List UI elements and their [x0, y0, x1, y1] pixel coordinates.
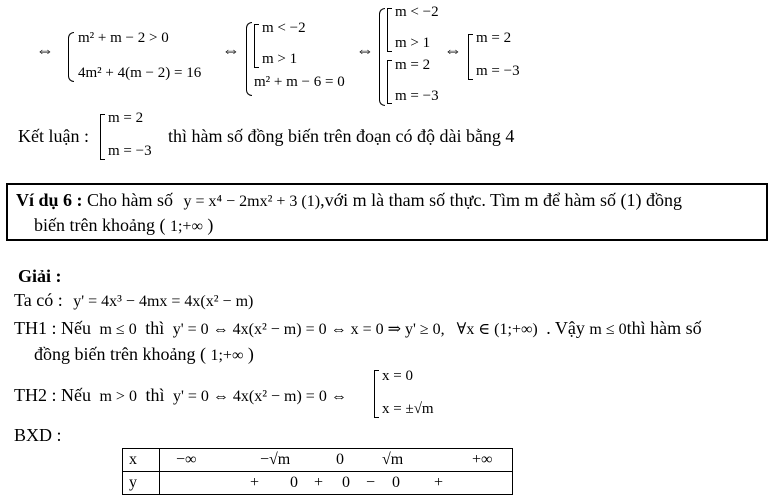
sign-table-y-row [123, 472, 513, 495]
system-c2-case-2: m = −3 [395, 88, 439, 104]
iff-symbol-1: ⇔ [36, 40, 54, 60]
example-line-2b: ) [207, 215, 214, 235]
system-b-bracket [262, 20, 306, 68]
iff-symbol-3: ⇔ [356, 40, 374, 60]
th1-tail-2: thì hàm số [626, 318, 702, 338]
taco-line [14, 290, 253, 311]
x-value: +∞ [472, 451, 493, 468]
th2-formula: y' = 0 ⇔ 4x(x² − m) = 0 ⇔ [172, 388, 347, 405]
y-sign: 0 [290, 474, 298, 491]
conclusion-bracket [100, 114, 105, 160]
th1-condition: m ≤ 0 [99, 321, 137, 338]
system-a [78, 30, 201, 82]
iff-symbol-2: ⇔ [222, 40, 240, 60]
sign-table-y-values [160, 472, 513, 495]
th2-thi: thì [145, 385, 165, 405]
y-sign: 0 [342, 474, 350, 491]
system-c1-case-2: m > 1 [395, 35, 431, 51]
system-d-case-1: m = 2 [476, 30, 512, 46]
sign-table-x-row [123, 449, 513, 472]
system-bracket-b [254, 24, 259, 68]
system-bracket-d [468, 34, 473, 80]
example-text-2: ,với m là tham số thực. Tìm m để hàm số (1) đồng [320, 190, 682, 210]
system-a-line-1: m² + m − 2 > 0 [78, 30, 169, 46]
th2-bracket [374, 370, 379, 418]
system-d-case-2: m = −3 [476, 63, 520, 79]
conclusion-case-1: m = 2 [108, 110, 144, 126]
system-b-case-2: m > 1 [262, 51, 298, 67]
system-a-line-2: 4m² + 4(m − 2) = 16 [78, 65, 202, 81]
th2-case-2: x = ±√m [382, 401, 434, 417]
example-line-2a: biến trên khoảng ( [34, 215, 166, 235]
system-brace-a [68, 32, 74, 82]
y-sign: − [366, 474, 376, 491]
conclusion-label: Kết luận : [18, 126, 89, 146]
th1-tail: . Vậy [546, 318, 585, 338]
system-c1-case-1: m < −2 [395, 4, 439, 20]
th1-line-2 [34, 344, 254, 365]
system-brace-c [379, 8, 385, 106]
th2-cases [382, 368, 434, 418]
y-sign: + [314, 474, 324, 491]
th1-label: TH1 : Nếu [14, 318, 91, 338]
x-value: 0 [336, 451, 344, 468]
system-d [476, 30, 520, 80]
taco-label: Ta có : [14, 290, 63, 310]
th1-condition-2: m ≤ 0 [589, 321, 627, 338]
conclusion-case-2: m = −3 [108, 143, 152, 159]
example-formula: y = x⁴ − 2mx² + 3 (1) [183, 193, 321, 210]
taco-formula: y' = 4x³ − 4mx = 4x(x² − m) [73, 293, 254, 310]
y-sign: + [434, 474, 444, 491]
iff-symbol-4: ⇔ [444, 40, 462, 60]
example-interval: 1;+∞ [169, 218, 203, 235]
x-value: −√m [260, 451, 291, 468]
sign-table-x-label: x [123, 449, 160, 472]
conclusion-text: thì hàm số đồng biến trên đoạn có độ dài bằng 4 [168, 126, 515, 146]
th1-formula: y' = 0 ⇔ 4x(x² − m) = 0 ⇔ x = 0 ⇒ y' ≥ 0, ∀x ∈ (1;+∞) [172, 321, 538, 338]
system-brace-b [246, 22, 252, 96]
th1-thi: thì [145, 318, 165, 338]
example-line-1 [16, 190, 682, 211]
solution-heading: Giải : [18, 266, 62, 286]
th1-interval: 1;+∞ [210, 347, 244, 364]
system-b-equation: m² + m − 6 = 0 [254, 74, 345, 90]
example-text-1: Cho hàm số [87, 190, 174, 210]
y-sign: 0 [392, 474, 400, 491]
example-title: Ví dụ 6 : [16, 190, 83, 210]
th2-label: TH2 : Nếu [14, 385, 91, 405]
system-bracket-c2 [387, 60, 392, 104]
system-b-case-1: m < −2 [262, 20, 306, 36]
conclusion-cases [108, 110, 152, 160]
x-value: −∞ [176, 451, 197, 468]
th2-condition: m > 0 [99, 388, 137, 405]
system-c-bracket-1 [395, 4, 439, 52]
th2-line [14, 385, 347, 406]
sign-table [122, 448, 513, 495]
system-bracket-c1 [387, 8, 392, 52]
example-line-2 [34, 215, 213, 236]
bxd-label: BXD : [14, 425, 62, 445]
system-c2-case-1: m = 2 [395, 57, 431, 73]
system-c-bracket-2 [395, 57, 439, 105]
sign-table-x-values [160, 449, 513, 472]
th1-line-2a: đồng biến trên khoảng ( [34, 344, 206, 364]
sign-table-y-label: y [123, 472, 160, 495]
th2-case-1: x = 0 [382, 368, 413, 384]
y-sign: + [250, 474, 260, 491]
th1-line-1 [14, 318, 702, 339]
x-value: √m [382, 451, 404, 468]
th1-line-2b: ) [247, 344, 254, 364]
